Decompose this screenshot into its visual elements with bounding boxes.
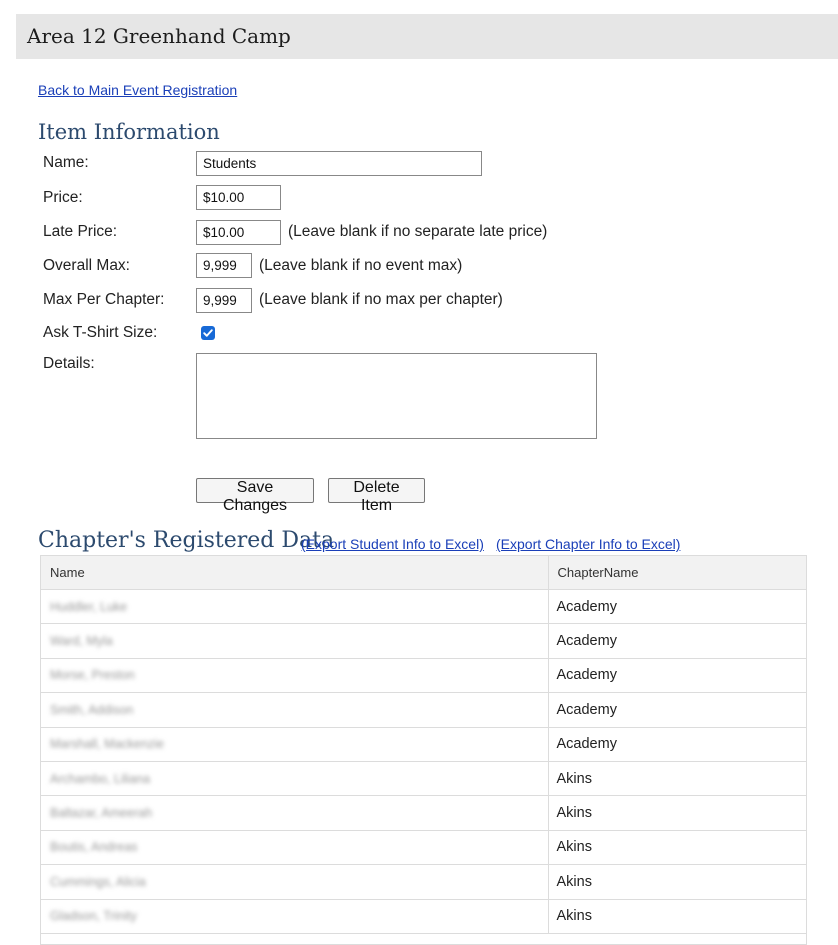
late-price-hint: (Leave blank if no separate late price): [288, 223, 548, 240]
chapter-name-cell: Academy: [548, 590, 806, 624]
student-name-cell: [41, 899, 548, 933]
column-header-name[interactable]: Name: [41, 556, 548, 590]
chapter-name-cell: Academy: [548, 624, 806, 658]
chapter-name-cell: Akins: [548, 796, 806, 830]
table-row: [41, 796, 806, 830]
student-name-cell: [41, 796, 548, 830]
student-name-blurred: Cummings, Alicia: [50, 874, 146, 889]
price-input[interactable]: [196, 185, 281, 210]
overall-max-label: Overall Max:: [43, 257, 130, 274]
student-name-cell: [41, 693, 548, 727]
late-price-input[interactable]: [196, 220, 281, 245]
table-header-row: [41, 556, 806, 590]
chapter-name-cell: Akins: [548, 865, 806, 899]
late-price-label: Late Price:: [43, 223, 118, 240]
table-row: [41, 830, 806, 864]
student-name-cell: [41, 624, 548, 658]
export-student-link[interactable]: (Export Student Info to Excel): [301, 536, 484, 552]
checkmark-icon: [202, 327, 214, 339]
student-name-cell: [41, 658, 548, 692]
name-label: Name:: [43, 154, 89, 171]
save-changes-button[interactable]: Save Changes: [196, 478, 314, 503]
student-name-cell: [41, 590, 548, 624]
student-name-blurred: Smith, Addison: [50, 702, 134, 717]
max-per-chapter-input[interactable]: [196, 288, 252, 313]
table-row: [41, 693, 806, 727]
price-label: Price:: [43, 189, 83, 206]
table-row: [41, 727, 806, 761]
chapter-name-cell: Academy: [548, 693, 806, 727]
page-header: [16, 14, 838, 59]
student-name-blurred: Gladson, Trinity: [50, 909, 137, 924]
chapter-name-cell: Akins: [548, 761, 806, 795]
export-chapter-link[interactable]: (Export Chapter Info to Excel): [496, 536, 681, 552]
back-to-main-link[interactable]: Back to Main Event Registration: [38, 82, 238, 98]
page-title: Area 12 Greenhand Camp: [27, 24, 291, 48]
ask-tshirt-checkbox[interactable]: [201, 326, 215, 340]
column-header-chaptername[interactable]: ChapterName: [548, 556, 806, 590]
student-name-cell: [41, 761, 548, 795]
student-name-blurred: Boutis, Andreas: [50, 840, 138, 855]
table-row: [41, 624, 806, 658]
student-name-blurred: Archambo, Liliana: [50, 771, 151, 786]
table-row: [41, 658, 806, 692]
student-name-blurred: Marshall, Mackenzie: [50, 737, 164, 752]
ask-tshirt-label: Ask T-Shirt Size:: [43, 324, 158, 341]
student-name-cell: [41, 727, 548, 761]
chapter-name-cell: Academy: [548, 727, 806, 761]
item-information-heading: Item Information: [38, 120, 220, 144]
max-per-chapter-hint: (Leave blank if no max per chapter): [259, 291, 503, 308]
table-row: [41, 899, 806, 933]
student-name-blurred: Ward, Myla: [50, 634, 113, 649]
student-name-cell: [41, 865, 548, 899]
chapter-name-cell: Akins: [548, 899, 806, 933]
overall-max-hint: (Leave blank if no event max): [259, 257, 463, 274]
student-name-cell: [41, 830, 548, 864]
table-row: [41, 761, 806, 795]
student-name-blurred: Huddler, Luke: [50, 599, 128, 614]
max-per-chapter-label: Max Per Chapter:: [43, 291, 165, 308]
chapter-name-cell: Academy: [548, 658, 806, 692]
details-textarea[interactable]: [196, 353, 597, 439]
table-row: [41, 590, 806, 624]
name-input[interactable]: [196, 151, 482, 176]
overall-max-input[interactable]: [196, 253, 252, 278]
student-name-blurred: Morse, Preston: [50, 668, 135, 683]
student-name-blurred: Baltazar, Ameerah: [50, 806, 153, 821]
details-label: Details:: [43, 355, 95, 372]
delete-item-button[interactable]: Delete Item: [328, 478, 425, 503]
table-row: [41, 865, 806, 899]
registered-data-heading: Chapter's Registered Data: [38, 528, 335, 553]
registered-data-table: [40, 555, 807, 945]
chapter-name-cell: Akins: [548, 830, 806, 864]
